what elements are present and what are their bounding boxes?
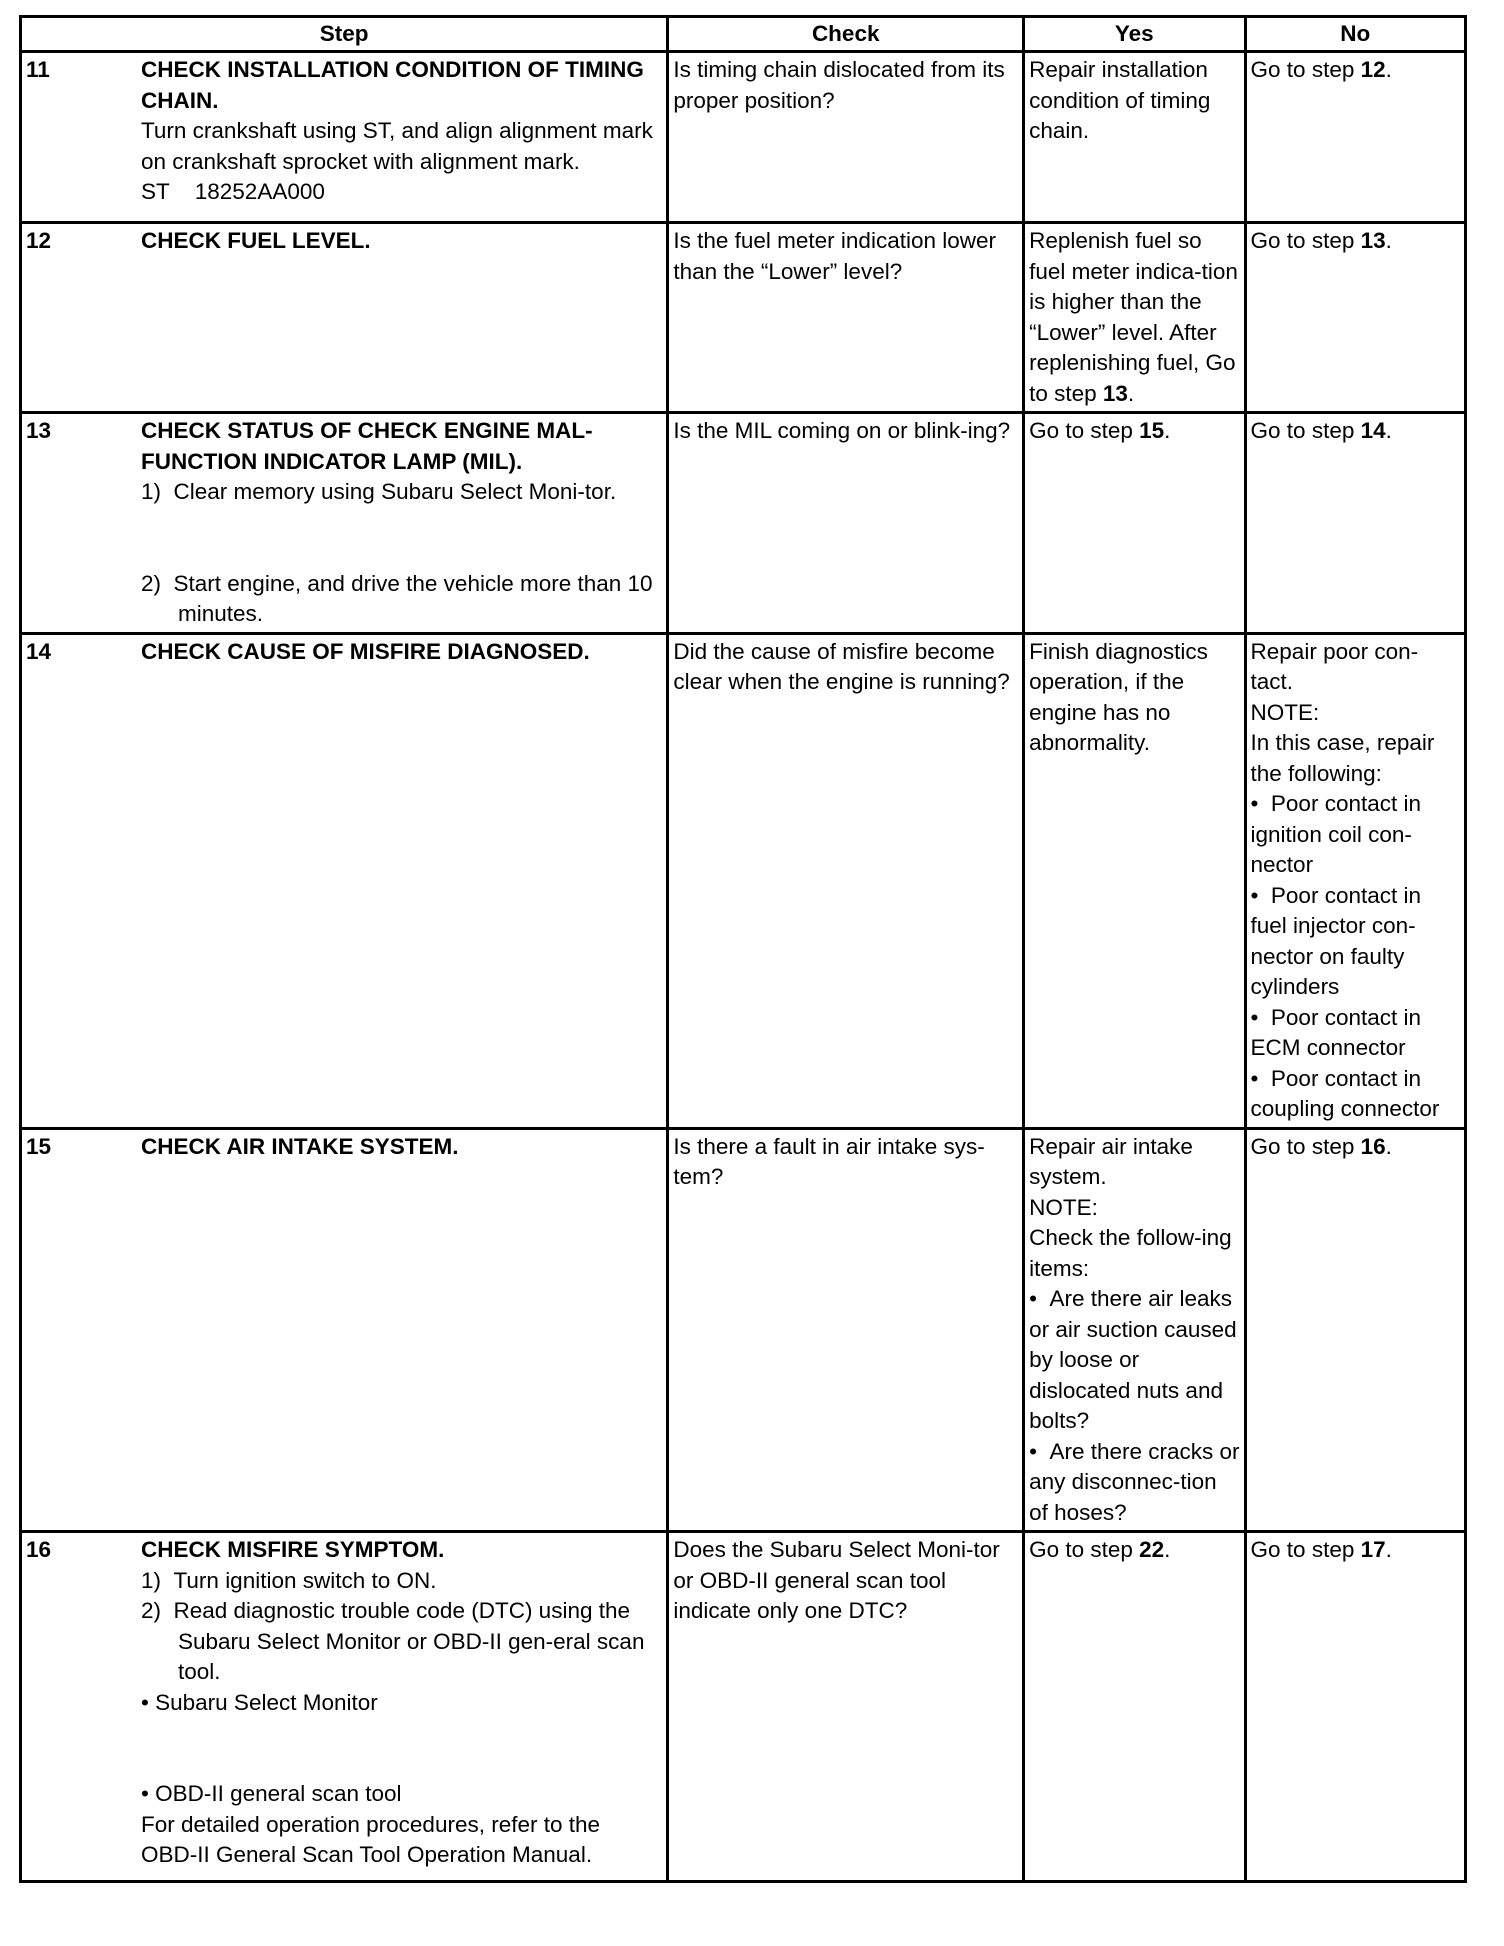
note-text: Check the follow-ing items: xyxy=(1029,1225,1232,1281)
note-item: • Poor contact in ignition coil con-nector xyxy=(1250,791,1421,877)
table-row xyxy=(21,52,1466,223)
yes-cell: Finish diagnostics operation, if the engine has no abnormality. xyxy=(1024,633,1245,1128)
step-number: 15 xyxy=(26,1133,52,1159)
yes-cell xyxy=(1024,1532,1245,1882)
table-row xyxy=(21,413,1466,634)
header-no: No xyxy=(1245,17,1465,52)
header-row xyxy=(21,17,1466,52)
no-suffix: . xyxy=(1385,57,1392,82)
note-item: • Are there cracks or any disconnec-tion of hoses? xyxy=(1029,1438,1240,1525)
step-number: 14 xyxy=(26,638,52,664)
no-cell xyxy=(1245,1128,1465,1532)
check-cell: Is the fuel meter indication lower than the “Lower” level? xyxy=(668,223,1024,413)
check-cell: Did the cause of misfire become clear when the engine is running? xyxy=(668,633,1024,1128)
table-row xyxy=(21,223,1466,413)
no-cell xyxy=(1245,413,1465,634)
bullet-item: • Subaru Select Monitor xyxy=(141,1689,378,1715)
special-tool: ST 18252AA000 xyxy=(141,179,325,204)
step-cell xyxy=(21,52,668,223)
spacer xyxy=(141,508,662,569)
note-label: NOTE: xyxy=(1250,699,1320,725)
check-cell: Does the Subaru Select Moni-tor or OBD-II general scan tool indicate only one DTC? xyxy=(668,1532,1024,1882)
no-text: Go to step xyxy=(1250,57,1361,82)
step-title: CHECK INSTALLATION CONDITION OF TIMING CHAIN. xyxy=(141,57,644,113)
note-item: • Poor contact in coupling connector xyxy=(1250,1065,1440,1121)
yes-cell xyxy=(1024,413,1245,634)
step-title: CHECK MISFIRE SYMPTOM. xyxy=(141,1537,445,1562)
no-text: Go to step xyxy=(1250,418,1361,443)
no-suffix: . xyxy=(1385,1133,1392,1159)
yes-step-ref: 22 xyxy=(1139,1537,1165,1562)
step-number: 16 xyxy=(26,1537,52,1562)
yes-cell xyxy=(1024,223,1245,413)
no-suffix: . xyxy=(1385,1537,1392,1562)
no-step-ref: 12 xyxy=(1360,57,1386,82)
header-check: Check xyxy=(668,17,1024,52)
yes-suffix: . xyxy=(1164,1537,1171,1562)
yes-text: Go to step xyxy=(1029,1537,1140,1562)
yes-suffix: . xyxy=(1127,380,1135,406)
step-text: For detailed operation procedures, refer to the OBD-II General Scan Tool Operation Manual. xyxy=(141,1811,601,1867)
yes-cell xyxy=(1024,1128,1245,1532)
table-row xyxy=(21,633,1466,1128)
step-cell xyxy=(21,1128,668,1532)
step-cell xyxy=(21,1532,668,1882)
no-cell xyxy=(1245,633,1465,1128)
spacer xyxy=(141,1718,662,1779)
header-yes: Yes xyxy=(1024,17,1245,52)
step-cell xyxy=(21,633,668,1128)
step-title: CHECK AIR INTAKE SYSTEM. xyxy=(141,1133,459,1159)
note-item: • Poor contact in fuel injector con-nector on faulty cylinders xyxy=(1250,882,1421,999)
note-item: • Are there air leaks or air suction caused by loose or dislocated nuts and bolts? xyxy=(1029,1286,1237,1433)
no-text: Repair poor con-tact. xyxy=(1250,638,1419,694)
yes-suffix: . xyxy=(1164,418,1171,443)
check-cell: Is the MIL coming on or blink-ing? xyxy=(668,413,1024,634)
no-step-ref: 17 xyxy=(1360,1537,1386,1562)
step-cell xyxy=(21,223,668,413)
check-cell: Is timing chain dislocated from its proper position? xyxy=(668,52,1024,223)
no-text: Go to step xyxy=(1250,1133,1361,1159)
step-title: CHECK STATUS OF CHECK ENGINE MAL-FUNCTION INDICATOR LAMP (MIL). xyxy=(141,418,593,474)
diagnostic-table xyxy=(19,15,1467,1883)
no-step-ref: 14 xyxy=(1360,418,1386,443)
step-text: Turn crankshaft using ST, and align alignment mark on crankshaft sprocket with alignment mark. xyxy=(141,118,653,174)
procedure-step: 1) Turn ignition switch to ON. xyxy=(141,1567,437,1593)
yes-cell: Repair installation condition of timing chain. xyxy=(1024,52,1245,223)
step-title: CHECK CAUSE OF MISFIRE DIAGNOSED. xyxy=(141,638,590,664)
procedure-step: 2) Read diagnostic trouble code (DTC) using the Subaru Select Monitor or OBD-II gen-eral scan tool. xyxy=(141,1598,645,1684)
table-row xyxy=(21,1128,1466,1532)
yes-text: Replenish fuel so fuel meter indica-tion is higher than the “Lower” level. After replenishing fuel, Go to step xyxy=(1029,228,1238,406)
yes-step-ref: 15 xyxy=(1139,418,1165,443)
no-suffix: . xyxy=(1385,228,1392,253)
note-item: • Poor contact in ECM connector xyxy=(1250,1004,1421,1060)
no-cell xyxy=(1245,1532,1465,1882)
note-label: NOTE: xyxy=(1029,1194,1098,1220)
step-number: 11 xyxy=(26,57,50,82)
note-text: In this case, repair the following: xyxy=(1250,730,1435,786)
no-text: Go to step xyxy=(1250,1537,1361,1562)
no-suffix: . xyxy=(1385,418,1392,443)
yes-step-ref: 13 xyxy=(1102,380,1128,406)
header-step: Step xyxy=(21,17,668,52)
step-title: CHECK FUEL LEVEL. xyxy=(141,228,371,253)
procedure-step: 2) Start engine, and drive the vehicle more than 10 minutes. xyxy=(141,570,653,626)
no-step-ref: 13 xyxy=(1360,228,1386,253)
yes-text: Go to step xyxy=(1029,418,1140,443)
no-step-ref: 16 xyxy=(1360,1133,1386,1159)
procedure-step: 1) Clear memory using Subaru Select Moni-tor. xyxy=(141,479,617,504)
step-number: 12 xyxy=(26,228,52,253)
no-cell xyxy=(1245,52,1465,223)
table-row xyxy=(21,1532,1466,1882)
step-number: 13 xyxy=(26,418,52,443)
no-text: Go to step xyxy=(1250,228,1361,253)
bullet-item: • OBD-II general scan tool xyxy=(141,1781,402,1806)
step-cell xyxy=(21,413,668,634)
yes-text: Repair air intake system. xyxy=(1029,1133,1193,1189)
no-cell xyxy=(1245,223,1465,413)
check-cell: Is there a fault in air intake sys-tem? xyxy=(668,1128,1024,1532)
